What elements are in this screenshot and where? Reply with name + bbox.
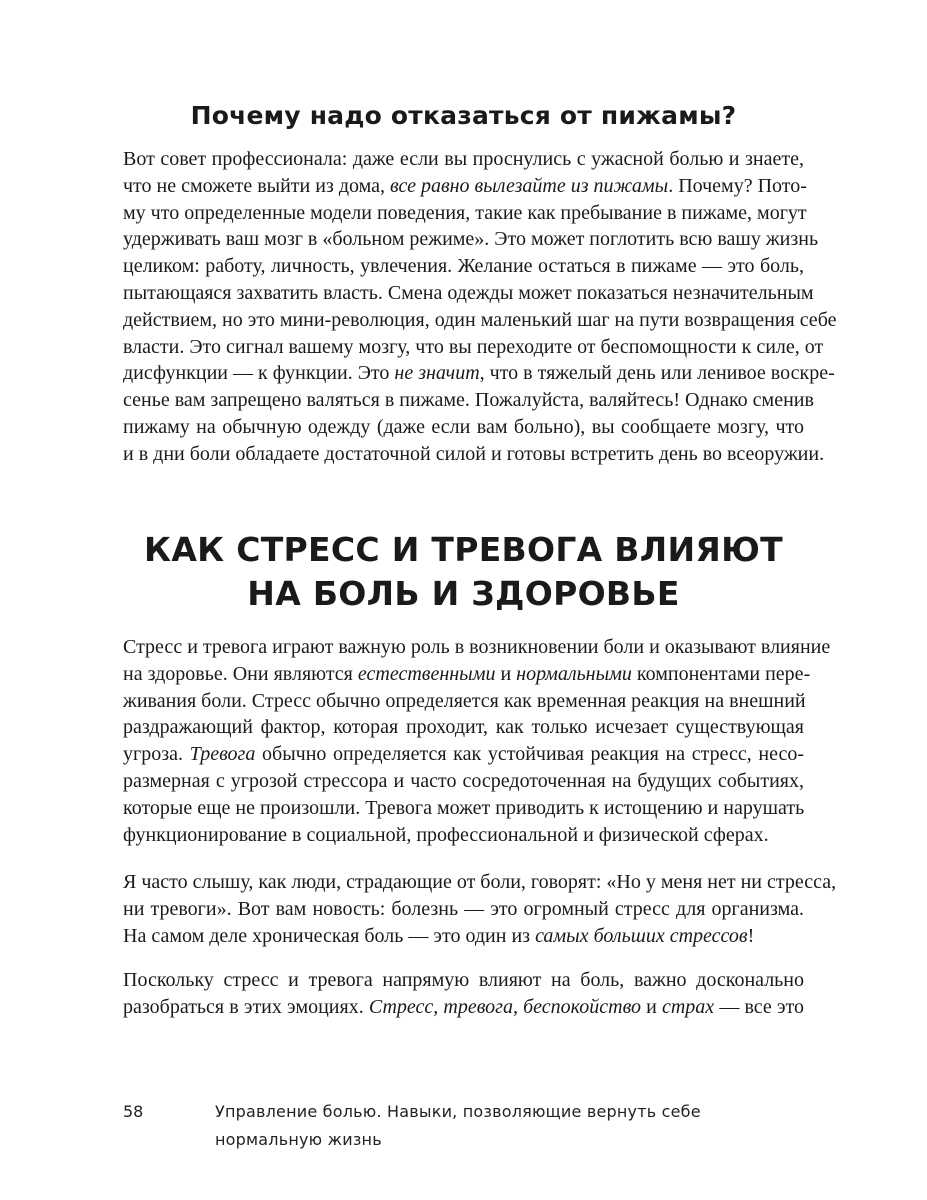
section-title [123, 528, 804, 616]
emphasis-text: Тревога [189, 743, 256, 766]
text-run: дисфункции — к функции. Это [123, 362, 395, 385]
emphasis-text: страх [661, 995, 715, 1018]
text-run: размерная с угрозой стрессора и часто сосредоточенная на будущих событиях, [123, 769, 804, 792]
subheading: Почему надо отказаться от пижамы? [190, 101, 737, 130]
text-run: Вот совет профессионала: даже если вы проснулись с ужасной болью и знаете, [123, 148, 804, 170]
text-run: живания боли. Стресс обычно определяется как временная реакция на внешний [123, 689, 806, 712]
text-line [123, 387, 814, 414]
text-run: сенье вам запрещено валяться в пижаме. Пожалуйста, валяйтесь! Однако сменив [123, 389, 814, 412]
emphasis-text: самых больших стрессов [535, 924, 748, 947]
emphasis-text: не значит [394, 362, 480, 385]
text-line [123, 360, 835, 387]
text-line [123, 688, 804, 715]
section-title-line-2: НА БОЛЬ И ЗДОРОВЬЕ [247, 574, 680, 613]
text-line [123, 634, 831, 661]
emphasis-text: естественными [357, 662, 496, 685]
text-line [123, 253, 804, 280]
text-line [123, 967, 804, 994]
text-line [123, 307, 837, 334]
text-line [123, 994, 804, 1021]
text-run: Поскольку стресс и тревога напрямую влияют на боль, важно досконально [123, 969, 804, 991]
page-number: 58 [123, 1102, 144, 1121]
text-line [123, 768, 804, 795]
paragraph-pajamas [123, 146, 837, 468]
text-run: и [495, 662, 517, 685]
text-run: раздражающий фактор, которая проходит, как только исчезает существующая [123, 716, 804, 739]
text-run: ни тревоги». Вот вам новость: болезнь — это огромный стресс для организма. [123, 897, 804, 920]
text-run: му что определенные модели поведения, такие как пребывание в пижаме, могут [123, 201, 807, 224]
paragraph-stress-anxiety [123, 634, 831, 848]
text-run: обычно определяется как устойчивая реакция на стресс, несо- [255, 743, 805, 766]
text-run: и [640, 995, 662, 1018]
text-run: пытающаяся захватить власть. Смена одежды может показаться незначительным [123, 281, 814, 304]
text-run: ! [747, 924, 755, 947]
text-run: компонентами пере- [631, 662, 811, 685]
text-run: действием, но это мини-революция, один маленький шаг на пути возвращения себе [123, 308, 837, 331]
text-line [123, 200, 807, 227]
running-title: Управление болью. Навыки, позволяющие вернуть себе нормальную жизнь [215, 1102, 701, 1149]
text-run: Стресс и тревога играют важную роль в возникновении боли и оказывают влияние [123, 636, 831, 658]
text-run: функционирование в социальной, профессиональной и физической сферах. [123, 823, 769, 846]
text-line [123, 923, 804, 950]
text-line [123, 441, 825, 468]
section-title-line-1: КАК СТРЕСС И ТРЕВОГА ВЛИЯЮТ [144, 530, 783, 569]
text-line [123, 146, 804, 173]
text-run: Я часто слышу, как люди, страдающие от боли, говорят: «Но у меня нет ни стресса, [123, 871, 837, 893]
emphasis-text: все равно вылезайте из пижамы [390, 174, 669, 197]
text-run: угроза. [123, 743, 190, 766]
text-run: удерживать ваш мозг в «больном режиме». Это может поглотить всю вашу жизнь [123, 228, 819, 251]
paragraph-no-stress [123, 869, 837, 949]
text-run: . Почему? Пото- [668, 174, 807, 197]
text-line [123, 334, 824, 361]
text-run: которые еще не произошли. Тревога может приводить к истощению и нарушать [123, 796, 805, 819]
text-run: пижаму на обычную одежду (даже если вам больно), вы сообщаете мозгу, что [123, 415, 804, 438]
text-line [123, 714, 804, 741]
page-footer [123, 1098, 804, 1149]
emphasis-text: нормальными [516, 662, 632, 685]
text-line [123, 869, 837, 896]
emphasis-text: Стресс, тревога, беспокойство [368, 995, 641, 1018]
text-run: На самом деле хроническая боль — это один из [123, 924, 536, 947]
text-run: , что в тяжелый день или ленивое воскре- [479, 362, 835, 385]
text-run: целиком: работу, личность, увлечения. Желание остаться в пижаме — это боль, [123, 255, 804, 278]
text-line [123, 741, 804, 768]
text-run: разобраться в этих эмоциях. [123, 995, 369, 1018]
text-line [123, 795, 804, 822]
text-line [123, 896, 804, 923]
text-run: и в дни боли обладаете достаточной силой и готовы встретить день во всеоружии. [123, 442, 825, 465]
text-line [123, 822, 804, 849]
text-line [123, 226, 819, 253]
text-run: на здоровье. Они являются [123, 662, 358, 685]
text-run: — все это [714, 995, 804, 1018]
text-run: что не сможете выйти из дома, [123, 174, 391, 197]
text-line [123, 173, 807, 200]
paragraph-emotions [123, 967, 804, 1021]
text-line [123, 414, 804, 441]
text-line [123, 661, 811, 688]
text-line [123, 280, 814, 307]
text-run: власти. Это сигнал вашему мозгу, что вы переходите от беспомощности к силе, от [123, 335, 824, 358]
